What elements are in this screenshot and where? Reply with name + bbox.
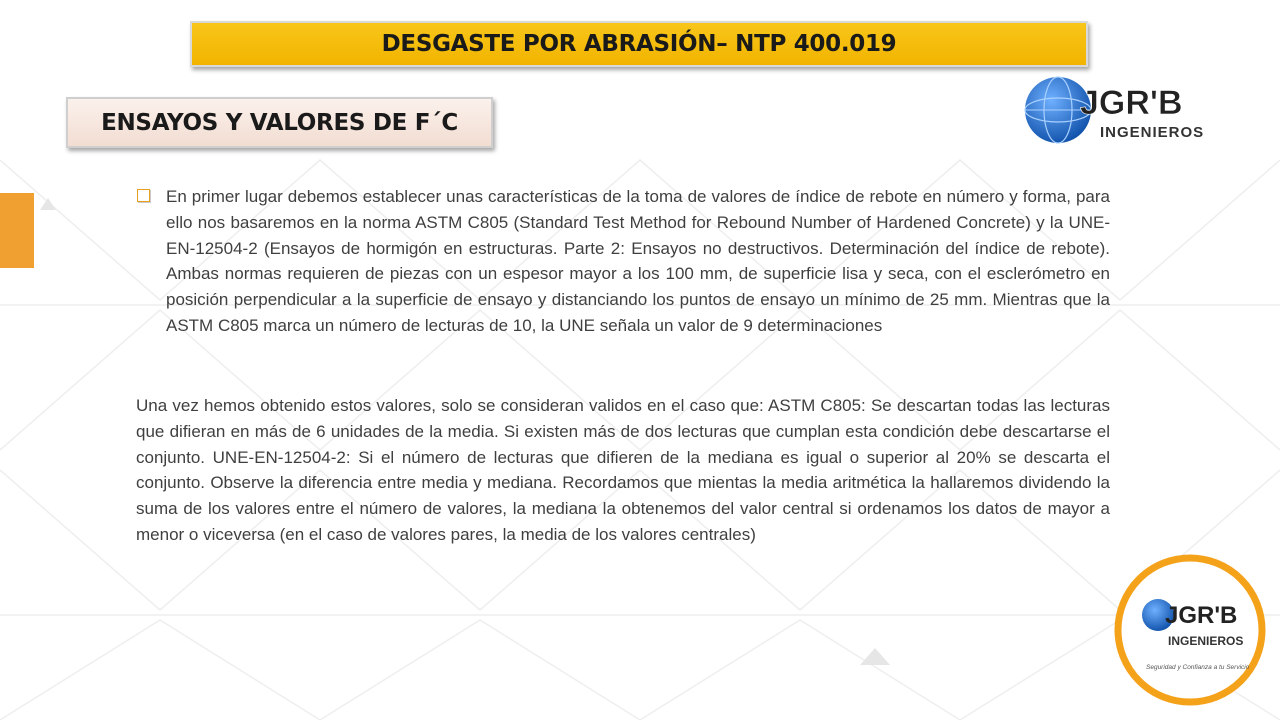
company-logo [1022, 72, 1222, 148]
badge-slogan: Seguridad y Confianza a tu Servicio [1146, 664, 1250, 671]
logo-brand: JGR'B [1080, 84, 1183, 122]
bullet-text: En primer lugar debemos establecer unas características de la toma de valores de índice de rebote en número y forma, para ello nos basaremos en la norma ASTM C805 (Standard Test Method for Rebound Number of Hardened Concrete) y la UNE-EN-12504-2 (Ensayos de hormigón en estructuras. Parte 2: Ensayos no destructivos. Determinación del índice de rebote). Ambas normas requieren de piezas con un espesor mayor a los 100 mm, de superficie lisa y seca, con el esclerómetro en posición perpendicular a la superficie de ensayo y distanciando los puntos de ensayo un mínimo de 25 mm. Mientras que la ASTM C805 marca un número de lecturas de 10, la UNE señala un valor de 9 determinaciones [166, 187, 1110, 335]
body-paragraph: Una vez hemos obtenido estos valores, solo se consideran validos en el caso que: ASTM C805: Se descartan todas las lecturas que difieran en más de 6 unidades de la media. Si existen más de dos lecturas que cumplan esta condición debe descartarse el conjunto. UNE-EN-12504-2: Si el número de lecturas que difieren de la mediana es igual o superior al 20% se descarta el conjunto. Observe la diferencia entre media y mediana. Recordamos que mientas la media aritmética la hallaremos dividendo la suma de los valores entre el número de valores, la mediana la obtenemos del valor central si ordenamos los datos de mayor a menor o viceversa (en el caso de valores pares, la media de los valores centrales) [136, 396, 1110, 544]
body-paragraph-block [136, 393, 1110, 548]
bullet-item [137, 184, 1110, 339]
square-bullet-icon [137, 189, 150, 202]
badge-brand: JGR'B [1165, 602, 1238, 629]
accent-bar [0, 193, 34, 268]
company-badge [1113, 553, 1268, 708]
page-title: DESGASTE POR ABRASIÓN– NTP 400.019 [381, 31, 897, 57]
subtitle-box [66, 97, 493, 148]
title-banner [190, 21, 1088, 67]
section-subtitle: ENSAYOS Y VALORES DE F´C [101, 109, 458, 136]
logo-tagline: INGENIEROS [1100, 124, 1205, 141]
badge-tagline: INGENIEROS [1168, 634, 1244, 648]
